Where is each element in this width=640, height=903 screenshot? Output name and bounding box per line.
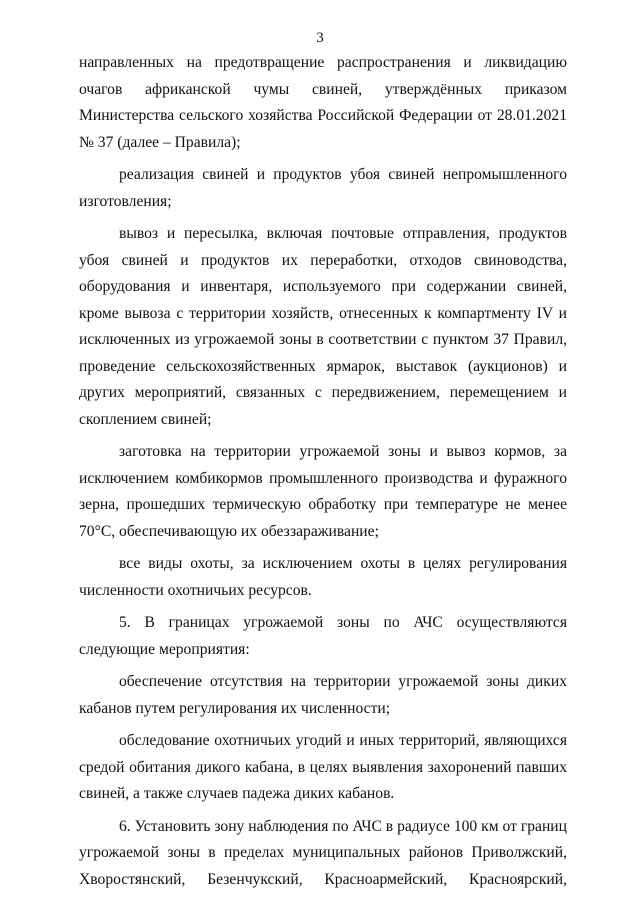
page-number: 3	[316, 30, 324, 46]
paragraph: обеспечение отсутствия на территории угрожаемой зоны диких кабанов путем регулирования их численности;	[79, 673, 567, 717]
paragraph: направленных на предотвращение распространения и ликвидацию очагов африканской чумы свиней, утверждённых приказом Министерства сельского хозяйства Российской Федерации от 28.01.2021 № 37 (далее – Правила);	[79, 54, 567, 151]
paragraph: 5. В границах угрожаемой зоны по АЧС осуществляются следующие мероприятия:	[79, 614, 567, 658]
paragraph: все виды охоты, за исключением охоты в целях регулирования численности охотничьих ресурсов.	[79, 555, 567, 599]
paragraph: вывоз и пересылка, включая почтовые отправления, продуктов убоя свиней и продуктов их переработки, отходов свиноводства, оборудования и инвентаря, используемого при содержании свиней, кроме вывоза с территории хозяйств, отнесенных к компартменту IV и исключенных из угрожаемой зоны в соответствии с пунктом 37 Правил, проведение сельскохозяйственных ярмарок, выставок (аукционов) и других мероприятий, связанных с передвижением, перемещением и скоплением свиней;	[79, 225, 567, 428]
paragraph: обследование охотничьих угодий и иных территорий, являющихся средой обитания дикого кабана, в целях выявления захоронений павших свиней, а также случаев падежа диких кабанов.	[79, 732, 567, 802]
paragraph: реализация свиней и продуктов убоя свиней непромышленного изготовления;	[79, 166, 567, 210]
paragraph: 6. Установить зону наблюдения по АЧС в радиусе 100 км от границ угрожаемой зоны в пределах муниципальных районов Приволжский, Хворостянский, Безенчукский, Красноармейский, Красноярский,	[79, 817, 567, 888]
document-body	[79, 50, 567, 899]
paragraph: заготовка на территории угрожаемой зоны и вывоз кормов, за исключением комбикормов промышленного производства и фуражного зерна, прошедших термическую обработку при температуре не менее 70°С, обеспечивающую их обеззараживание;	[79, 443, 567, 540]
